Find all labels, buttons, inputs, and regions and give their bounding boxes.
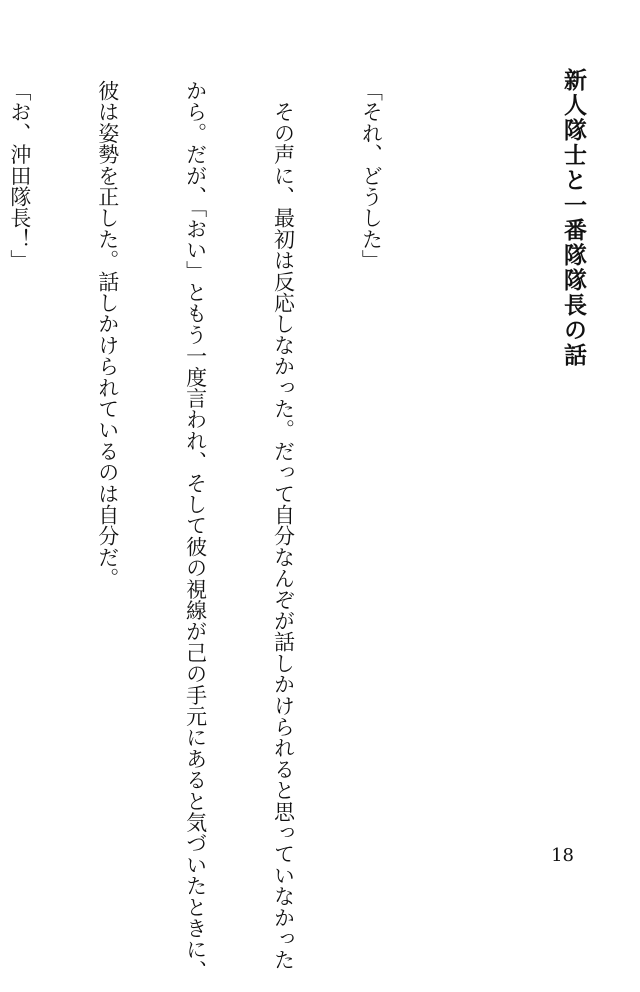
text-line: 「お、沖田隊長！」 <box>7 80 32 271</box>
body-text <box>0 80 444 982</box>
text-line: その声に、最初は反応しなかった。だって自分なんぞが話しかけられると思っていなかった <box>271 80 296 971</box>
chapter-title: 新人隊士と一番隊隊長の話 <box>560 68 586 368</box>
text-line: から。だが、「おい」ともう一度言われ、そして彼の視線が己の手元にあると気づいたときに、 <box>183 80 208 982</box>
text-line: 「それ、どうした」 <box>359 80 384 271</box>
page-number: 18 <box>551 845 574 866</box>
text-line: 彼は姿勢を正した。話しかけられているのは自分だ。 <box>95 80 120 589</box>
